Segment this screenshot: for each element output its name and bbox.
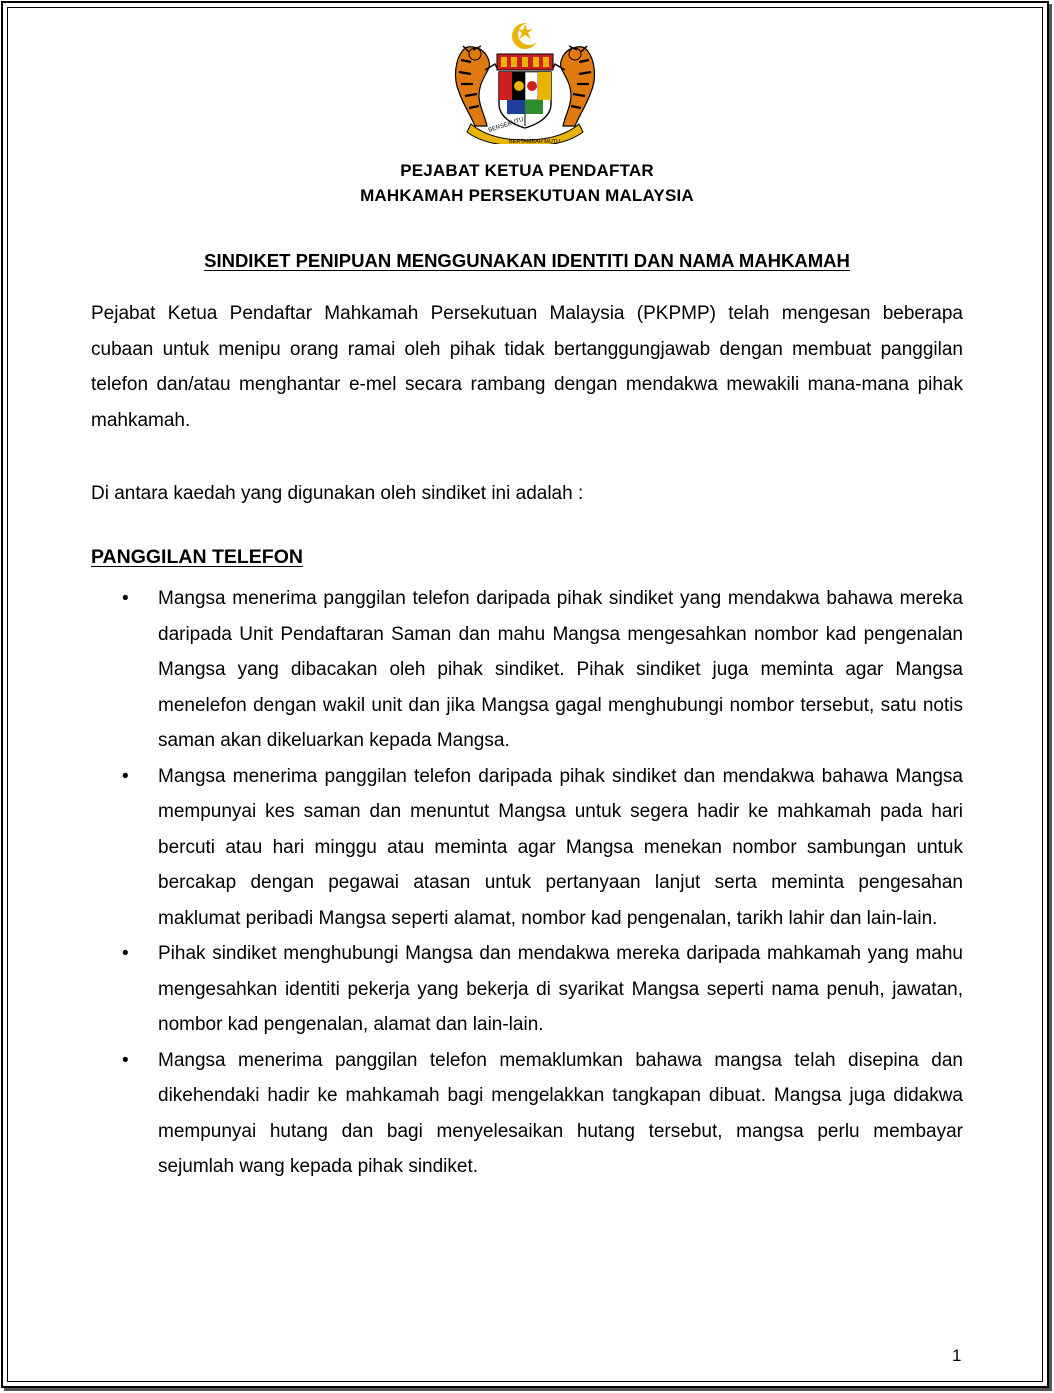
intro-paragraph: Pejabat Ketua Pendaftar Mahkamah Persekutuan Malaysia (PKPMP) telah mengesan beberapa cubaan untuk menipu orang ramai oleh pihak tidak bertanggungjawab dengan membuat panggilan telefon dan/atau menghantar e-mel secara rambang dengan mendakwa mewakili mana-mana pihak mahkamah. — [91, 303, 963, 431]
page-number: 1 — [952, 1346, 962, 1365]
office-title-line1: PEJABAT KETUA PENDAFTAR — [400, 161, 654, 180]
svg-text:BERSEKUTU: BERSEKUTU — [487, 116, 525, 134]
bullet-icon: • — [122, 943, 129, 964]
methods-intro: Di antara kaedah yang digunakan oleh sindiket ini adalah : — [91, 483, 584, 504]
list-item-text: Pihak sindiket menghubungi Mangsa dan mendakwa mereka daripada mahkamah yang mahu mengesahkan identiti pekerja yang bekerja di syarikat Mangsa seperti nama penuh, jawatan, nombor kad pengenalan, alamat dan lain-lain. — [158, 943, 963, 1035]
list-item — [91, 581, 963, 759]
list-item-text: Mangsa menerima panggilan telefon daripada pihak sindiket yang mendakwa bahawa mereka daripada Unit Pendaftaran Saman dan mahu Mangsa mengesahkan nombor kad pengenalan Mangsa yang dibacakan oleh pihak sindiket. Pihak sindiket juga meminta agar Mangsa menelefon dengan wakil unit dan jika Mangsa gagal menghubungi nombor tersebut, satu notis saman akan dikeluarkan kepada Mangsa. — [158, 588, 963, 751]
bullet-icon: • — [122, 588, 129, 609]
phone-call-methods-list — [91, 581, 963, 1185]
list-item-text: Mangsa menerima panggilan telefon memaklumkan bahawa mangsa telah disepina dan dikehendaki hadir ke mahkamah bagi mengelakkan tangkapan dibuat. Mangsa juga didakwa mempunyai hutang dan bagi menyelesaikan hutang tersebut, mangsa perlu membayar sejumlah wang kepada pihak sindiket. — [158, 1049, 963, 1177]
svg-text:BERTAMBAH MUTU: BERTAMBAH MUTU — [509, 139, 561, 144]
coat-of-arms-icon — [445, 20, 605, 144]
list-item — [91, 936, 963, 1043]
section-heading-phone-calls: PANGGILAN TELEFON — [91, 546, 303, 568]
list-item — [91, 759, 963, 937]
bullet-icon: • — [122, 765, 129, 787]
document-title: SINDIKET PENIPUAN MENGGUNAKAN IDENTITI DAN NAMA MAHKAMAH — [204, 250, 850, 271]
office-title-line2: MAHKAMAH PERSEKUTUAN MALAYSIA — [360, 186, 694, 205]
list-item-text: Mangsa menerima panggilan telefon daripada pihak sindiket dan mendakwa bahawa Mangsa mempunyai kes saman dan menuntut Mangsa untuk segera hadir ke mahkamah pada hari bercuti atau hari minggu atau meminta agar Mangsa menekan nombor sambungan untuk bercakap dengan pegawai atasan untuk pertanyaan lanjut serta meminta pengesahan maklumat peribadi Mangsa seperti alamat, nombor kad pengenalan, tarikh lahir dan lain-lain. — [158, 765, 963, 929]
list-item — [91, 1043, 963, 1185]
bullet-icon: • — [122, 1049, 129, 1071]
